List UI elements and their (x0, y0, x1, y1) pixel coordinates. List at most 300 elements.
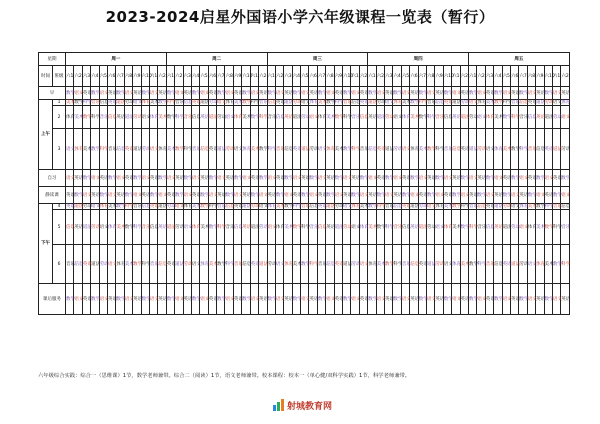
schedule-cell: 语文 (99, 210, 107, 245)
header-class: 六5 (99, 66, 107, 87)
schedule-cell: 体育 (561, 100, 571, 105)
schedule-cell: 数学 (510, 129, 518, 170)
schedule-cell: 英语 (385, 284, 393, 315)
schedule-cell: 科学 (292, 204, 302, 209)
header-class: 六5 (200, 66, 208, 87)
schedule-cell: 语文 (477, 106, 485, 129)
schedule-cell: 英语 (233, 204, 243, 209)
schedule-cell: 体育 (284, 245, 292, 284)
header-class: 六4 (393, 66, 401, 87)
schedule-cell: 语文 (401, 284, 409, 315)
schedule-cell: 数学 (91, 129, 99, 170)
schedule-cell: 数学 (536, 204, 546, 209)
schedule-cell: 音乐 (225, 210, 233, 245)
schedule-cell: 英语 (460, 284, 468, 315)
schedule-cell: 语文 (259, 204, 269, 209)
schedule-cell: 道法 (259, 245, 267, 284)
schedule-cell: 劳动 (376, 100, 386, 105)
schedule-cell: 英语 (208, 284, 216, 315)
schedule-cell: 体育 (242, 129, 250, 170)
schedule-cell: 语文 (133, 187, 141, 204)
schedule-cell: 美术 (200, 210, 208, 245)
header-class: 六1 (452, 66, 460, 87)
schedule-cell: 劳动 (544, 100, 554, 105)
schedule-cell: 语文 (217, 100, 227, 105)
schedule-cell: 信息 (401, 210, 409, 245)
schedule-cell: 语文 (510, 187, 518, 204)
schedule-cell: 劳动 (91, 210, 99, 245)
schedule-cell: 数学 (250, 187, 258, 204)
schedule-cell: 数学 (393, 284, 401, 315)
schedule-cell: 劳动 (393, 129, 401, 170)
header-class: 六9 (233, 66, 241, 87)
schedule-cell: 英语 (275, 170, 283, 187)
schedule-cell: 科学 (309, 245, 317, 284)
schedule-cell: 英语 (200, 106, 208, 129)
schedule-cell: 音乐 (385, 204, 395, 209)
schedule-cell: 道法 (208, 106, 216, 129)
schedule-cell: 美术 (401, 100, 411, 105)
header-class: 六6 (208, 66, 216, 87)
schedule-cell: 数学 (242, 87, 250, 100)
schedule-cell: 数学 (494, 284, 502, 315)
schedule-cell: 英语 (393, 187, 401, 204)
schedule-cell: 数学 (343, 129, 351, 170)
schedule-cell: 语文 (326, 87, 334, 100)
schedule-cell: 英语 (141, 187, 149, 204)
header-class: 六1 (368, 66, 376, 87)
schedule-cell: 英语 (544, 129, 552, 170)
schedule-cell: 数学 (116, 87, 124, 100)
header-class: 六10 (141, 66, 149, 87)
schedule-cell: 美术 (107, 204, 117, 209)
schedule-cell: 劳动 (552, 106, 560, 129)
schedule-cell: 数学 (376, 187, 384, 204)
label-jingshu: 静读课 (39, 187, 66, 204)
schedule-cell: 美术 (275, 204, 285, 209)
schedule-cell: 英语 (200, 170, 208, 187)
schedule-cell: 英语 (116, 187, 124, 204)
schedule-cell: 劳动 (418, 204, 428, 209)
schedule-cell: 信息 (326, 245, 334, 284)
header-day: 周五 (469, 53, 570, 66)
header-class: 六2 (376, 66, 384, 87)
header-class: 六4 (191, 66, 199, 87)
schedule-cell: 数学 (368, 284, 376, 315)
schedule-cell: 劳动 (208, 100, 218, 105)
schedule-cell: 劳动 (267, 245, 275, 284)
header-class: 六2 (158, 66, 166, 87)
schedule-cell: 语文 (124, 284, 132, 315)
schedule-cell: 信息 (536, 129, 544, 170)
header-shijian: 时间 (39, 66, 53, 87)
schedule-cell: 美术 (191, 204, 201, 209)
schedule-cell: 英语 (250, 245, 258, 284)
schedule-cell: 音乐 (519, 106, 527, 129)
header-class: 六2 (460, 66, 468, 87)
schedule-cell: 语文 (99, 87, 107, 100)
schedule-cell: 语文 (561, 187, 569, 204)
schedule-cell: 语文 (502, 87, 510, 100)
schedule-cell: 音乐 (527, 129, 535, 170)
header-class: 六1 (166, 66, 174, 87)
schedule-cell: 英语 (82, 245, 90, 284)
schedule-cell: 英语 (510, 87, 518, 100)
schedule-cell: 数学 (544, 87, 552, 100)
schedule-cell: 信息 (275, 106, 283, 129)
schedule-cell: 英语 (267, 187, 275, 204)
schedule-cell: 科学 (385, 210, 393, 245)
schedule-cell: 美术 (368, 210, 376, 245)
schedule-cell: 数学 (359, 170, 367, 187)
schedule-cell: 英语 (259, 87, 267, 100)
schedule-cell: 英语 (477, 170, 485, 187)
schedule-cell: 数学 (149, 187, 157, 204)
schedule-cell: 英语 (82, 87, 90, 100)
schedule-cell: 劳动 (477, 129, 485, 170)
schedule-cell: 语文 (418, 170, 426, 187)
schedule-cell: 语文 (351, 87, 359, 100)
schedule-cell: 体育 (74, 129, 82, 170)
schedule-cell: 科学 (82, 100, 92, 105)
schedule-cell: 美术 (166, 129, 174, 170)
schedule-cell: 道法 (217, 129, 225, 170)
header-class: 六10 (242, 66, 250, 87)
schedule-cell: 美术 (443, 204, 453, 209)
schedule-cell: 语文 (208, 187, 216, 204)
schedule-cell: 语文 (275, 245, 283, 284)
schedule-cell: 信息 (443, 106, 451, 129)
schedule-cell: 英语 (561, 87, 569, 100)
schedule-cell: 英语 (191, 100, 201, 105)
schedule-cell: 数学 (469, 284, 477, 315)
header-class: 六4 (292, 66, 300, 87)
schedule-cell: 劳动 (435, 245, 443, 284)
schedule-cell: 英语 (494, 210, 502, 245)
schedule-cell: 科学 (99, 129, 107, 170)
schedule-cell: 信息 (435, 100, 445, 105)
schedule-cell: 道法 (460, 106, 468, 129)
footnote: 六年级综合实践：综合一（思维课）1节，数学老师兼带。综合二（阅读）1节，语文老师兼带。校本课程：校本一（单心健/双科学实践）1节，科学老师兼带。 (38, 373, 411, 379)
schedule-cell: 英语 (502, 245, 510, 284)
schedule-cell: 语文 (200, 87, 208, 100)
schedule-cell: 英语 (561, 284, 569, 315)
schedule-cell: 数学 (519, 87, 527, 100)
schedule-cell: 数学 (393, 87, 401, 100)
schedule-cell: 英语 (208, 129, 216, 170)
schedule-cell: 科学 (502, 100, 512, 105)
schedule-cell: 科学 (259, 106, 267, 129)
schedule-cell: 英语 (242, 187, 250, 204)
schedule-cell: 语文 (477, 87, 485, 100)
schedule-cell: 数学 (141, 284, 149, 315)
schedule-cell: 数学 (544, 284, 552, 315)
schedule-cell: 信息 (183, 100, 193, 105)
schedule-cell: 英语 (217, 187, 225, 204)
schedule-cell: 数学 (477, 187, 485, 204)
schedule-cell: 语文 (435, 210, 443, 245)
schedule-cell: 语文 (510, 204, 520, 209)
schedule-cell: 语文 (82, 187, 90, 204)
schedule-cell: 语文 (385, 187, 393, 204)
schedule-cell: 英语 (250, 170, 258, 187)
schedule-cell: 美术 (527, 204, 537, 209)
schedule-cell: 音乐 (66, 245, 74, 284)
schedule-cell: 英语 (242, 210, 250, 245)
header-class: 六2 (275, 66, 283, 87)
schedule-cell: 英语 (552, 170, 560, 187)
schedule-cell: 体育 (527, 210, 535, 245)
logo (273, 398, 332, 412)
label-kehou: 课后服务 (39, 284, 66, 315)
header-class: 六1 (267, 66, 275, 87)
schedule-cell: 科学 (183, 129, 191, 170)
schedule-cell: 音乐 (133, 204, 143, 209)
schedule-cell: 劳动 (259, 210, 267, 245)
schedule-cell: 语文 (426, 284, 434, 315)
schedule-cell: 数学 (301, 187, 309, 204)
schedule-cell: 数学 (217, 87, 225, 100)
schedule-cell: 语文 (141, 170, 149, 187)
schedule-cell: 语文 (477, 284, 485, 315)
timetable (38, 52, 570, 315)
schedule-cell: 英语 (418, 245, 426, 284)
schedule-cell: 语文 (116, 170, 124, 187)
schedule-cell: 信息 (368, 129, 376, 170)
schedule-cell: 英语 (385, 87, 393, 100)
schedule-cell: 语文 (519, 210, 527, 245)
schedule-cell: 语文 (544, 170, 552, 187)
schedule-cell: 语文 (443, 170, 451, 187)
schedule-cell: 美术 (544, 245, 552, 284)
schedule-cell: 信息 (200, 129, 208, 170)
period-p2: 2 (53, 106, 66, 129)
schedule-cell: 英语 (410, 87, 418, 100)
schedule-cell: 数学 (284, 170, 292, 187)
schedule-cell: 英语 (124, 129, 132, 170)
header-class: 六8 (527, 66, 535, 87)
schedule-cell: 英语 (133, 284, 141, 315)
schedule-cell: 数学 (74, 100, 84, 105)
schedule-cell: 信息 (309, 204, 319, 209)
schedule-cell: 英语 (309, 87, 317, 100)
label-xiawu: 下午 (39, 204, 53, 284)
header-class: 六9 (435, 66, 443, 87)
schedule-cell: 语文 (259, 187, 267, 204)
header-class: 六2 (259, 66, 267, 87)
schedule-cell: 英语 (519, 187, 527, 204)
schedule-cell: 数学 (124, 210, 132, 245)
schedule-cell: 音乐 (469, 204, 478, 209)
schedule-cell: 数学 (166, 284, 174, 315)
schedule-cell: 体育 (141, 100, 151, 105)
schedule-cell: 道法 (418, 210, 426, 245)
schedule-cell: 数学 (343, 87, 351, 100)
schedule-cell: 信息 (527, 106, 535, 129)
schedule-cell: 数学 (519, 284, 527, 315)
schedule-cell: 劳动 (166, 204, 176, 209)
schedule-cell: 英语 (175, 170, 183, 187)
schedule-cell: 美术 (536, 210, 544, 245)
schedule-cell: 信息 (317, 210, 325, 245)
schedule-cell: 音乐 (435, 106, 443, 129)
header-class: 六6 (410, 66, 418, 87)
schedule-cell: 音乐 (485, 245, 493, 284)
schedule-cell: 英语 (443, 100, 453, 105)
schedule-cell: 体育 (368, 245, 376, 284)
schedule-cell: 数学 (452, 187, 460, 204)
schedule-cell: 英语 (191, 187, 199, 204)
schedule-cell: 数学 (385, 170, 393, 187)
schedule-cell: 语文 (393, 106, 401, 129)
schedule-cell: 音乐 (191, 129, 199, 170)
schedule-cell: 英语 (301, 170, 309, 187)
header-class: 六1 (469, 66, 477, 87)
schedule-cell: 英语 (485, 284, 493, 315)
period-p4: 4 (53, 204, 66, 210)
schedule-cell: 数学 (460, 210, 468, 245)
schedule-cell: 语文 (107, 187, 115, 204)
schedule-cell: 数学 (242, 284, 250, 315)
schedule-cell: 语文 (183, 187, 191, 204)
schedule-cell: 语文 (191, 245, 199, 284)
schedule-cell: 科学 (208, 204, 218, 209)
schedule-cell: 劳动 (469, 106, 477, 129)
schedule-cell: 劳动 (343, 210, 351, 245)
header-class: 六7 (116, 66, 124, 87)
schedule-cell: 美术 (158, 106, 166, 129)
schedule-cell: 信息 (267, 100, 277, 105)
schedule-cell: 数学 (469, 87, 477, 100)
schedule-cell: 语文 (74, 284, 82, 315)
schedule-cell: 英语 (343, 187, 351, 204)
schedule-cell: 数学 (435, 170, 443, 187)
schedule-cell: 科学 (510, 106, 518, 129)
schedule-cell: 英语 (284, 106, 292, 129)
schedule-cell: 劳动 (183, 245, 191, 284)
schedule-cell: 美术 (326, 106, 334, 129)
schedule-cell: 音乐 (426, 100, 436, 105)
schedule-cell: 语文 (66, 170, 74, 187)
schedule-cell: 信息 (233, 210, 241, 245)
schedule-cell: 英语 (158, 210, 166, 245)
schedule-cell: 数学 (485, 170, 493, 187)
schedule-cell: 语文 (527, 245, 535, 284)
schedule-cell: 英语 (107, 87, 115, 100)
schedule-cell: 数学 (217, 245, 225, 284)
schedule-cell: 语文 (66, 129, 74, 170)
schedule-cell: 科学 (351, 129, 359, 170)
schedule-cell: 美术 (208, 245, 216, 284)
schedule-cell: 科学 (519, 129, 527, 170)
schedule-cell: 英语 (401, 204, 411, 209)
schedule-cell: 道法 (552, 129, 560, 170)
schedule-cell: 道法 (292, 106, 300, 129)
schedule-cell: 语文 (309, 106, 317, 129)
schedule-cell: 科学 (376, 204, 386, 209)
schedule-cell: 语文 (435, 187, 443, 204)
schedule-cell: 数学 (536, 170, 544, 187)
schedule-cell: 数学 (368, 87, 376, 100)
schedule-cell: 数学 (385, 245, 393, 284)
schedule-cell: 英语 (107, 100, 117, 105)
schedule-cell: 劳动 (301, 106, 309, 129)
schedule-cell: 音乐 (149, 245, 157, 284)
schedule-cell: 数学 (317, 87, 325, 100)
schedule-cell: 英语 (376, 129, 384, 170)
schedule-cell: 英语 (536, 87, 544, 100)
schedule-cell: 数学 (267, 284, 275, 315)
schedule-cell: 道法 (334, 210, 342, 245)
schedule-cell: 音乐 (443, 129, 451, 170)
schedule-cell: 体育 (191, 210, 199, 245)
schedule-cell: 数学 (418, 106, 426, 129)
schedule-cell: 美术 (66, 100, 75, 105)
schedule-cell: 美术 (494, 106, 502, 129)
schedule-cell: 劳动 (175, 210, 183, 245)
schedule-cell: 音乐 (233, 245, 241, 284)
schedule-cell: 信息 (393, 204, 403, 209)
schedule-cell: 英语 (74, 210, 82, 245)
schedule-cell: 科学 (267, 129, 275, 170)
schedule-cell: 数学 (175, 129, 183, 170)
schedule-cell: 英语 (527, 170, 535, 187)
schedule-cell: 数学 (107, 170, 115, 187)
schedule-cell: 道法 (502, 210, 510, 245)
schedule-cell: 语文 (200, 284, 208, 315)
schedule-cell: 道法 (510, 245, 518, 284)
schedule-cell: 英语 (284, 284, 292, 315)
schedule-cell: 信息 (485, 210, 493, 245)
schedule-cell: 数学 (275, 187, 283, 204)
schedule-cell: 数学 (175, 187, 183, 204)
schedule-cell: 数学 (208, 170, 216, 187)
header-day: 周一 (66, 53, 167, 66)
schedule-cell: 英语 (418, 187, 426, 204)
schedule-cell: 数学 (443, 284, 451, 315)
schedule-cell: 数学 (158, 170, 166, 187)
schedule-cell: 语文 (343, 170, 351, 187)
schedule-cell: 音乐 (477, 210, 485, 245)
schedule-cell: 劳动 (82, 204, 92, 209)
schedule-cell: 数学 (133, 245, 141, 284)
schedule-cell: 语文 (267, 170, 275, 187)
schedule-cell: 英语 (359, 87, 367, 100)
schedule-cell: 科学 (477, 245, 485, 284)
schedule-cell: 英语 (66, 204, 75, 209)
schedule-cell: 劳动 (250, 204, 260, 209)
schedule-cell: 英语 (124, 170, 132, 187)
schedule-cell: 语文 (519, 170, 527, 187)
schedule-cell: 数学 (469, 245, 477, 284)
schedule-cell: 语文 (225, 87, 233, 100)
schedule-cell: 体育 (452, 245, 460, 284)
schedule-cell: 科学 (435, 129, 443, 170)
header-day: 周四 (368, 53, 469, 66)
schedule-cell: 体育 (443, 210, 451, 245)
schedule-cell: 语文 (334, 187, 342, 204)
schedule-cell: 英语 (74, 170, 82, 187)
schedule-cell: 数学 (225, 187, 233, 204)
schedule-cell: 劳动 (141, 129, 149, 170)
schedule-cell: 数学 (166, 87, 174, 100)
schedule-cell: 道法 (410, 204, 420, 209)
schedule-cell: 英语 (225, 170, 233, 187)
header-class: 六9 (334, 66, 342, 87)
schedule-cell: 英语 (334, 284, 342, 315)
schedule-cell: 英语 (259, 284, 267, 315)
schedule-cell: 英语 (292, 129, 300, 170)
